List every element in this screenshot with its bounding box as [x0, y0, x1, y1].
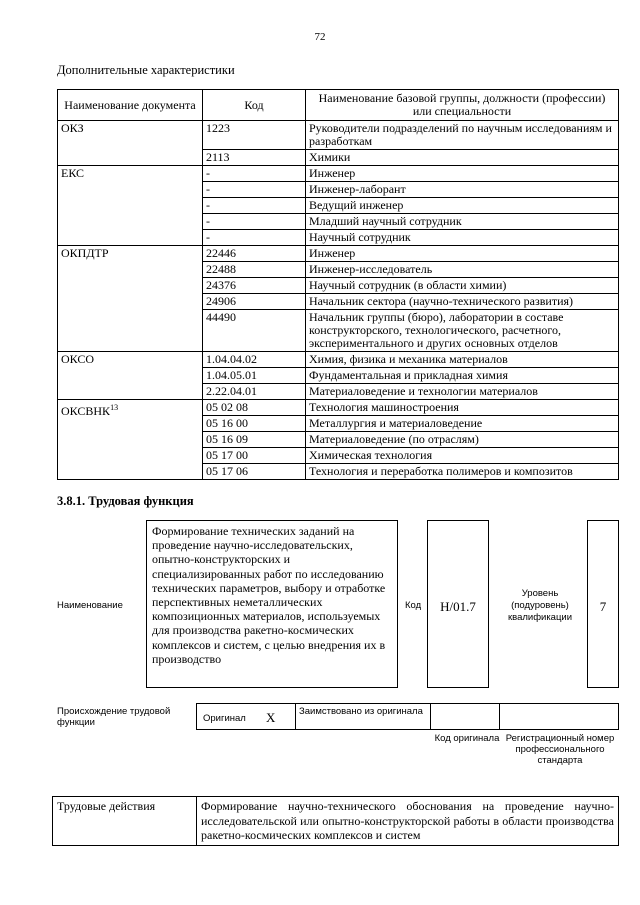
- table-body: [58, 121, 619, 480]
- labor-function-name: Формирование технических заданий на проведение научно-исследовательских, опытно-конструкторских и специализированных работ по исследованию технических параметров, выбору и отработке перспективных неметаллических композиционных материалов, используемых для производства ракетно-космических комплексов и систем, с целью внедрения их в производство: [146, 520, 398, 688]
- name-cell: Научный сотрудник: [306, 230, 619, 246]
- document-name: ОКСВНК: [61, 404, 111, 418]
- document-cell: [58, 166, 203, 246]
- original-mark: X: [266, 710, 276, 725]
- document-name: ОКПДТР: [61, 246, 109, 260]
- code-cell: -: [203, 230, 306, 246]
- code-cell: -: [203, 182, 306, 198]
- code-label: Код: [405, 600, 422, 611]
- original-cell: [196, 703, 296, 730]
- header-code: Код: [203, 90, 306, 121]
- registration-number-label: Регистрационный номер профессионального стандарта: [505, 733, 615, 766]
- code-cell: 44490: [203, 310, 306, 352]
- code-cell: 05 17 06: [203, 464, 306, 480]
- name-cell: Металлургия и материаловедение: [306, 416, 619, 432]
- code-cell: 1.04.05.01: [203, 368, 306, 384]
- original-label: Оригинал: [203, 713, 246, 724]
- name-cell: Научный сотрудник (в области химии): [306, 278, 619, 294]
- labor-actions-table: [52, 796, 619, 846]
- qualification-level-label: Уровень (подуровень) квалификации: [507, 588, 573, 623]
- page-number: 72: [314, 31, 326, 43]
- section-heading: Дополнительные характеристики: [57, 63, 235, 77]
- code-cell: 24376: [203, 278, 306, 294]
- document-cell: [58, 400, 203, 480]
- document-cell: [58, 246, 203, 352]
- code-cell: 22446: [203, 246, 306, 262]
- name-cell: Химия, физика и механика материалов: [306, 352, 619, 368]
- name-cell: Начальник группы (бюро), лаборатории в составе конструкторского, технологического, расчетного, экспериментального и других основных отделов: [306, 310, 619, 352]
- code-cell: -: [203, 198, 306, 214]
- code-cell: 05 17 00: [203, 448, 306, 464]
- labor-function-code: H/01.7: [427, 520, 489, 688]
- qualification-level-value: 7: [587, 520, 619, 688]
- code-cell: 22488: [203, 262, 306, 278]
- code-cell: 05 02 08: [203, 400, 306, 416]
- table-row: [58, 166, 619, 182]
- header-document: Наименование документа: [58, 90, 203, 121]
- code-cell: -: [203, 214, 306, 230]
- name-cell: Фундаментальная и прикладная химия: [306, 368, 619, 384]
- name-label: Наименование: [57, 600, 123, 611]
- code-cell: 1223: [203, 121, 306, 150]
- origin-label: Происхождение трудовой функции: [57, 706, 171, 728]
- name-cell: Инженер: [306, 166, 619, 182]
- document-cell: [58, 121, 203, 166]
- borrowed-cell: Заимствовано из оригинала: [295, 703, 431, 730]
- table-row: [58, 352, 619, 368]
- table-row: [58, 246, 619, 262]
- code-cell: 24906: [203, 294, 306, 310]
- name-cell: Технология и переработка полимеров и композитов: [306, 464, 619, 480]
- code-cell: 2113: [203, 150, 306, 166]
- labor-actions-label: Трудовые действия: [53, 797, 197, 846]
- name-cell: Ведущий инженер: [306, 198, 619, 214]
- document-cell: [58, 352, 203, 400]
- registration-number-cell: [499, 703, 619, 730]
- code-cell: 05 16 00: [203, 416, 306, 432]
- header-name: Наименование базовой группы, должности (профессии) или специальности: [306, 90, 619, 121]
- name-cell: Химики: [306, 150, 619, 166]
- labor-function-heading: 3.8.1. Трудовая функция: [57, 494, 194, 508]
- name-cell: Химическая технология: [306, 448, 619, 464]
- table-header-row: [58, 90, 619, 121]
- document-name: ОКЗ: [61, 121, 84, 135]
- name-cell: Материаловедение (по отраслям): [306, 432, 619, 448]
- code-original-label: Код оригинала: [434, 733, 500, 744]
- name-cell: Руководители подразделений по научным исследованиям и разработкам: [306, 121, 619, 150]
- table-row: [58, 400, 619, 416]
- name-cell: Материаловедение и технологии материалов: [306, 384, 619, 400]
- code-cell: 1.04.04.02: [203, 352, 306, 368]
- table-row: [58, 121, 619, 150]
- name-cell: Инженер-лаборант: [306, 182, 619, 198]
- name-cell: Инженер-исследователь: [306, 262, 619, 278]
- document-name: ОКСО: [61, 352, 95, 366]
- code-cell: -: [203, 166, 306, 182]
- code-cell: 2.22.04.01: [203, 384, 306, 400]
- labor-actions-row: [53, 797, 619, 846]
- code-cell: 05 16 09: [203, 432, 306, 448]
- labor-actions-text: Формирование научно-технического обоснования на проведение научно-исследовательской или опытно-конструкторской работы в области производства ракетно-космических комплексов и систем: [197, 797, 619, 846]
- characteristics-table: [57, 89, 619, 480]
- name-cell: Начальник сектора (научно-технического развития): [306, 294, 619, 310]
- code-original-cell: [430, 703, 500, 730]
- origin-row: [196, 703, 619, 730]
- name-cell: Младший научный сотрудник: [306, 214, 619, 230]
- name-cell: Технология машиностроения: [306, 400, 619, 416]
- name-cell: Инженер: [306, 246, 619, 262]
- document-name: ЕКС: [61, 166, 85, 180]
- footnote-marker: 13: [110, 403, 119, 412]
